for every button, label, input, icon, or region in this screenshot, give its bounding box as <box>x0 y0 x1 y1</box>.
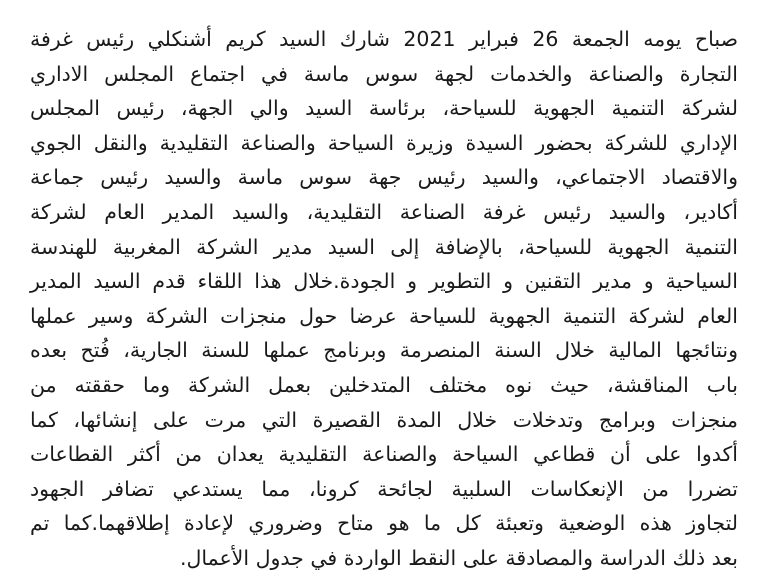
text-line: ونتائجها المالية خلال السنة المنصرمة وبرنامج عملها للسنة الجارية، فُتح بعده <box>30 338 738 363</box>
text-line: التجارة والصناعة والخدمات لجهة سوس ماسة في اجتماع المجلس الاداري <box>30 61 738 86</box>
text-line: العام لشركة التنمية الجهوية للسياحة عرضا حول منجزات الشركة وسير عملها <box>30 303 738 328</box>
text-line: والاقتصاد الاجتماعي، والسيد رئيس جهة سوس ماسة والسيد رئيس جماعة <box>30 165 738 190</box>
text-line: لشركة التنمية الجهوية للسياحة، برئاسة السيد والي الجهة، رئيس المجلس <box>30 96 738 121</box>
text-line: صباح يومه الجمعة 26 فبراير 2021 شارك السيد كريم أشنكلي رئيس غرفة <box>30 27 738 51</box>
text-line: منجزات وبرامج وتدخلات خلال المدة القصيرة التي مرت على إنشائها، كما <box>30 407 738 432</box>
text-line: أكدوا على أن قطاعي السياحة والصناعة التقليدية يعدان من أكثر القطاعات <box>30 442 738 467</box>
text-line: بعد ذلك الدراسة والمصادقة على النقط الواردة في جدول الأعمال. <box>179 545 738 570</box>
text-line: التنمية الجهوية للسياحة، بالإضافة إلى السيد مدير الشركة المغربية للهندسة <box>30 234 738 259</box>
text-line: السياحية و مدير التقنين و التطوير و الجودة.خلال هذا اللقاء قدم السيد المدير <box>30 269 738 294</box>
text-line: الإداري للشركة بحضور السيدة وزيرة السياحة والصناعة التقليدية والنقل الجوي <box>30 130 738 155</box>
article-body <box>30 22 738 576</box>
text-line: تضررا من الإنعكاسات السلبية لجائحة كرونا، مما يستدعي تضافر الجهود <box>30 476 738 501</box>
text-line: لتجاوز هذه الوضعية وتعبئة كل ما هو متاح وضروري لإعادة إطلاقهما.كما تم <box>30 511 738 536</box>
text-line: أكادير، والسيد رئيس غرفة الصناعة التقليدية، والسيد المدير العام لشركة <box>30 199 738 224</box>
text-line: باب المناقشة، حيث نوه مختلف المتدخلين بعمل الشركة وما حققته من <box>30 372 738 397</box>
